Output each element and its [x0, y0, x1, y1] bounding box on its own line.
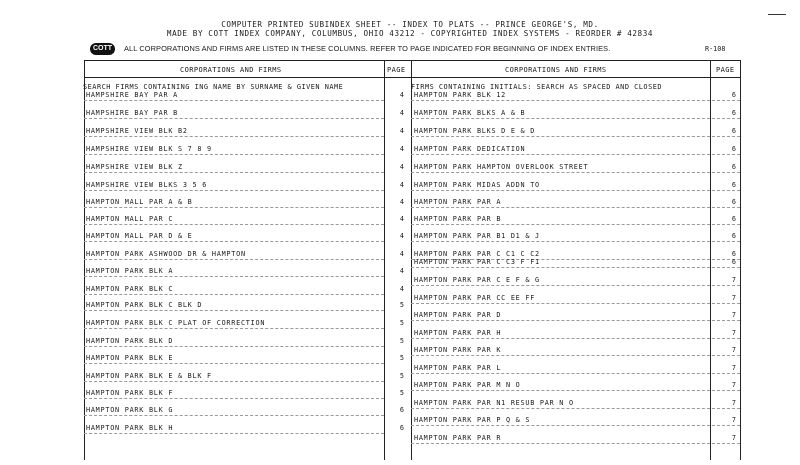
row-separator [84, 224, 384, 225]
row-separator [411, 154, 740, 155]
index-entry-name: HAMPTON PARK PAR C E F & G [414, 276, 540, 284]
row-separator [84, 207, 384, 208]
index-entry-name: HAMPTON PARK BLKS D E & D [414, 127, 536, 135]
index-entry-name: HAMPTON PARK BLK C PLAT OF CORRECTION [86, 319, 266, 327]
row-separator [84, 259, 384, 260]
row-separator [84, 381, 384, 382]
index-entry-page: 5 [399, 389, 404, 397]
row-separator [411, 443, 740, 444]
row-separator [411, 303, 740, 304]
index-entry-name: HAMPTON PARK BLK C [86, 285, 174, 293]
index-entry-name: HAMPTON PARK DEDICATION [414, 145, 526, 153]
index-entry-page: 7 [731, 416, 736, 424]
index-entry-page: 4 [399, 285, 404, 293]
index-entry-name: HAMPTON PARK HAMPTON OVERLOOK STREET [414, 163, 589, 171]
index-entry-page: 7 [731, 294, 736, 302]
index-entry-name: HAMPTON PARK PAR R [414, 434, 502, 442]
header-top-rule [84, 60, 740, 61]
index-entry-page: 7 [731, 364, 736, 372]
index-entry-name: HAMPSHIRE BAY PAR B [86, 109, 178, 117]
index-entry-name: HAMPTON PARK PAR CC EE FF [414, 294, 536, 302]
index-entry-name: HAMPTON PARK PAR P Q & S [414, 416, 531, 424]
index-entry-page: 4 [399, 215, 404, 223]
row-separator [84, 172, 384, 173]
index-entry-name: HAMPTON PARK MIDAS ADDN TO [414, 181, 540, 189]
row-separator [84, 310, 384, 311]
row-separator [411, 207, 740, 208]
index-entry-name: HAMPSHIRE BAY PAR A [86, 91, 178, 99]
index-entry-name: HAMPTON PARK BLK C BLK D [86, 301, 203, 309]
index-entry-page: 4 [399, 181, 404, 189]
row-separator [411, 100, 740, 101]
index-entry-name: HAMPSHIRE VIEW BLK S 7 8 9 [86, 145, 212, 153]
row-separator [84, 328, 384, 329]
sheet-number: R-108 [705, 45, 726, 53]
row-separator [411, 136, 740, 137]
index-entry-page: 6 [731, 109, 736, 117]
index-entry-name: HAMPSHIRE VIEW BLK B2 [86, 127, 188, 135]
row-separator [411, 355, 740, 356]
index-entry-name: HAMPTON PARK BLK A [86, 267, 174, 275]
index-entry-name: HAMPTON PARK BLK F [86, 389, 174, 397]
row-separator [84, 136, 384, 137]
index-entry-name: HAMPTON PARK PAR K [414, 346, 502, 354]
left-page-divider [384, 60, 385, 460]
index-entry-page: 7 [731, 276, 736, 284]
index-entry-name: HAMPTON PARK PAR H [414, 329, 502, 337]
row-separator [84, 415, 384, 416]
left-column-title: CORPORATIONS AND FIRMS [180, 66, 282, 74]
right-column-border [740, 60, 741, 460]
index-entry-page: 4 [399, 250, 404, 258]
row-separator [84, 294, 384, 295]
index-entry-page: 4 [399, 127, 404, 135]
row-separator [411, 338, 740, 339]
index-entry-name: HAMPTON PARK BLK 12 [414, 91, 506, 99]
index-entry-name: HAMPTON PARK BLK E & BLK F [86, 372, 212, 380]
row-separator [411, 241, 740, 242]
sheet-title: COMPUTER PRINTED SUBINDEX SHEET -- INDEX TO PLATS -- PRINCE GEORGE'S, MD. [221, 20, 599, 29]
index-entry-page: 5 [399, 301, 404, 309]
index-entry-page: 6 [731, 215, 736, 223]
index-entry-name: HAMPTON PARK PAR D [414, 311, 502, 319]
index-entry-page: 6 [731, 258, 736, 266]
index-entry-page: 6 [731, 163, 736, 171]
left-search-instruction: SEARCH FIRMS CONTAINING ING NAME BY SURNAME & GIVEN NAME [83, 83, 344, 91]
left-page-header: PAGE [387, 66, 406, 74]
center-column-divider [411, 60, 412, 460]
row-separator [84, 433, 384, 434]
index-entry-page: 6 [731, 181, 736, 189]
row-separator [84, 190, 384, 191]
index-entry-name: HAMPTON PARK PAR B1 D1 & J [414, 232, 540, 240]
index-entry-page: 6 [731, 250, 736, 258]
row-separator [84, 118, 384, 119]
index-entry-page: 7 [731, 381, 736, 389]
index-entry-name: HAMPTON PARK PAR C C3 F F1 [414, 258, 540, 266]
index-entry-page: 4 [399, 198, 404, 206]
index-entry-page: 5 [399, 372, 404, 380]
row-separator [84, 276, 384, 277]
index-entry-name: HAMPTON PARK PAR N1 RESUB PAR N O [414, 399, 574, 407]
row-separator [84, 100, 384, 101]
row-separator [411, 118, 740, 119]
index-entry-name: HAMPTON PARK PAR A [414, 198, 502, 206]
index-entry-page: 7 [731, 399, 736, 407]
index-entry-page: 4 [399, 109, 404, 117]
row-separator [84, 363, 384, 364]
index-entry-name: HAMPTON PARK ASHWOOD DR & HAMPTON [86, 250, 246, 258]
index-entry-page: 6 [731, 91, 736, 99]
corner-mark [768, 14, 786, 15]
index-entry-name: HAMPTON PARK BLK H [86, 424, 174, 432]
index-entry-page: 7 [731, 329, 736, 337]
row-separator [84, 154, 384, 155]
index-entry-page: 6 [399, 424, 404, 432]
index-entry-page: 4 [399, 163, 404, 171]
index-entry-name: HAMPTON MALL PAR A & B [86, 198, 193, 206]
index-entry-name: HAMPSHIRE VIEW BLK Z [86, 163, 183, 171]
header-bottom-rule [84, 77, 740, 78]
row-separator [411, 408, 740, 409]
index-entry-name: HAMPTON MALL PAR D & E [86, 232, 193, 240]
publisher-line: MADE BY COTT INDEX COMPANY, COLUMBUS, OHIO 43212 - COPYRIGHTED INDEX SYSTEMS - REORDER # 42834 [166, 29, 654, 38]
cott-logo: COTT [90, 43, 115, 55]
left-column-border [84, 60, 85, 460]
index-entry-page: 4 [399, 267, 404, 275]
row-separator [411, 320, 740, 321]
index-entry-name: HAMPTON PARK PAR C C1 C C2 [414, 250, 540, 258]
row-separator [411, 390, 740, 391]
index-entry-page: 4 [399, 232, 404, 240]
row-separator [84, 346, 384, 347]
row-separator [411, 190, 740, 191]
row-separator [84, 398, 384, 399]
index-entry-name: HAMPTON PARK BLK E [86, 354, 174, 362]
right-search-instruction: FIRMS CONTAINING INITIALS: SEARCH AS SPACED AND CLOSED [411, 83, 663, 91]
index-entry-name: HAMPTON PARK PAR B [414, 215, 502, 223]
index-entry-page: 6 [731, 127, 736, 135]
row-separator [84, 241, 384, 242]
index-entry-name: HAMPTON PARK PAR M N O [414, 381, 521, 389]
index-entry-name: HAMPTON PARK BLKS A & B [414, 109, 526, 117]
row-separator [411, 425, 740, 426]
index-entry-page: 6 [731, 198, 736, 206]
row-separator [411, 285, 740, 286]
index-entry-page: 7 [731, 346, 736, 354]
index-entry-name: HAMPTON PARK BLK D [86, 337, 174, 345]
index-entry-name: HAMPTON MALL PAR C [86, 215, 174, 223]
index-entry-page: 5 [399, 337, 404, 345]
right-page-divider [710, 60, 711, 460]
index-entry-page: 7 [731, 434, 736, 442]
index-entry-page: 4 [399, 91, 404, 99]
index-entry-page: 6 [399, 406, 404, 414]
index-entry-page: 6 [731, 145, 736, 153]
index-entry-page: 5 [399, 319, 404, 327]
index-entry-page: 5 [399, 354, 404, 362]
right-page-header: PAGE [716, 66, 735, 74]
index-entry-page: 4 [399, 145, 404, 153]
row-separator [411, 267, 740, 268]
index-entry-name: HAMPTON PARK PAR L [414, 364, 502, 372]
index-entry-name: HAMPSHIRE VIEW BLKS 3 5 6 [86, 181, 208, 189]
right-column-title: CORPORATIONS AND FIRMS [505, 66, 607, 74]
row-separator [411, 172, 740, 173]
index-entry-name: HAMPTON PARK BLK G [86, 406, 174, 414]
index-entry-page: 6 [731, 232, 736, 240]
row-separator [411, 224, 740, 225]
index-entry-page: 7 [731, 311, 736, 319]
column-notice: ALL CORPORATIONS AND FIRMS ARE LISTED IN THESE COLUMNS. REFER TO PAGE INDICATED FOR BEGINNING OF INDEX ENTRIES. [124, 44, 611, 53]
row-separator [411, 373, 740, 374]
